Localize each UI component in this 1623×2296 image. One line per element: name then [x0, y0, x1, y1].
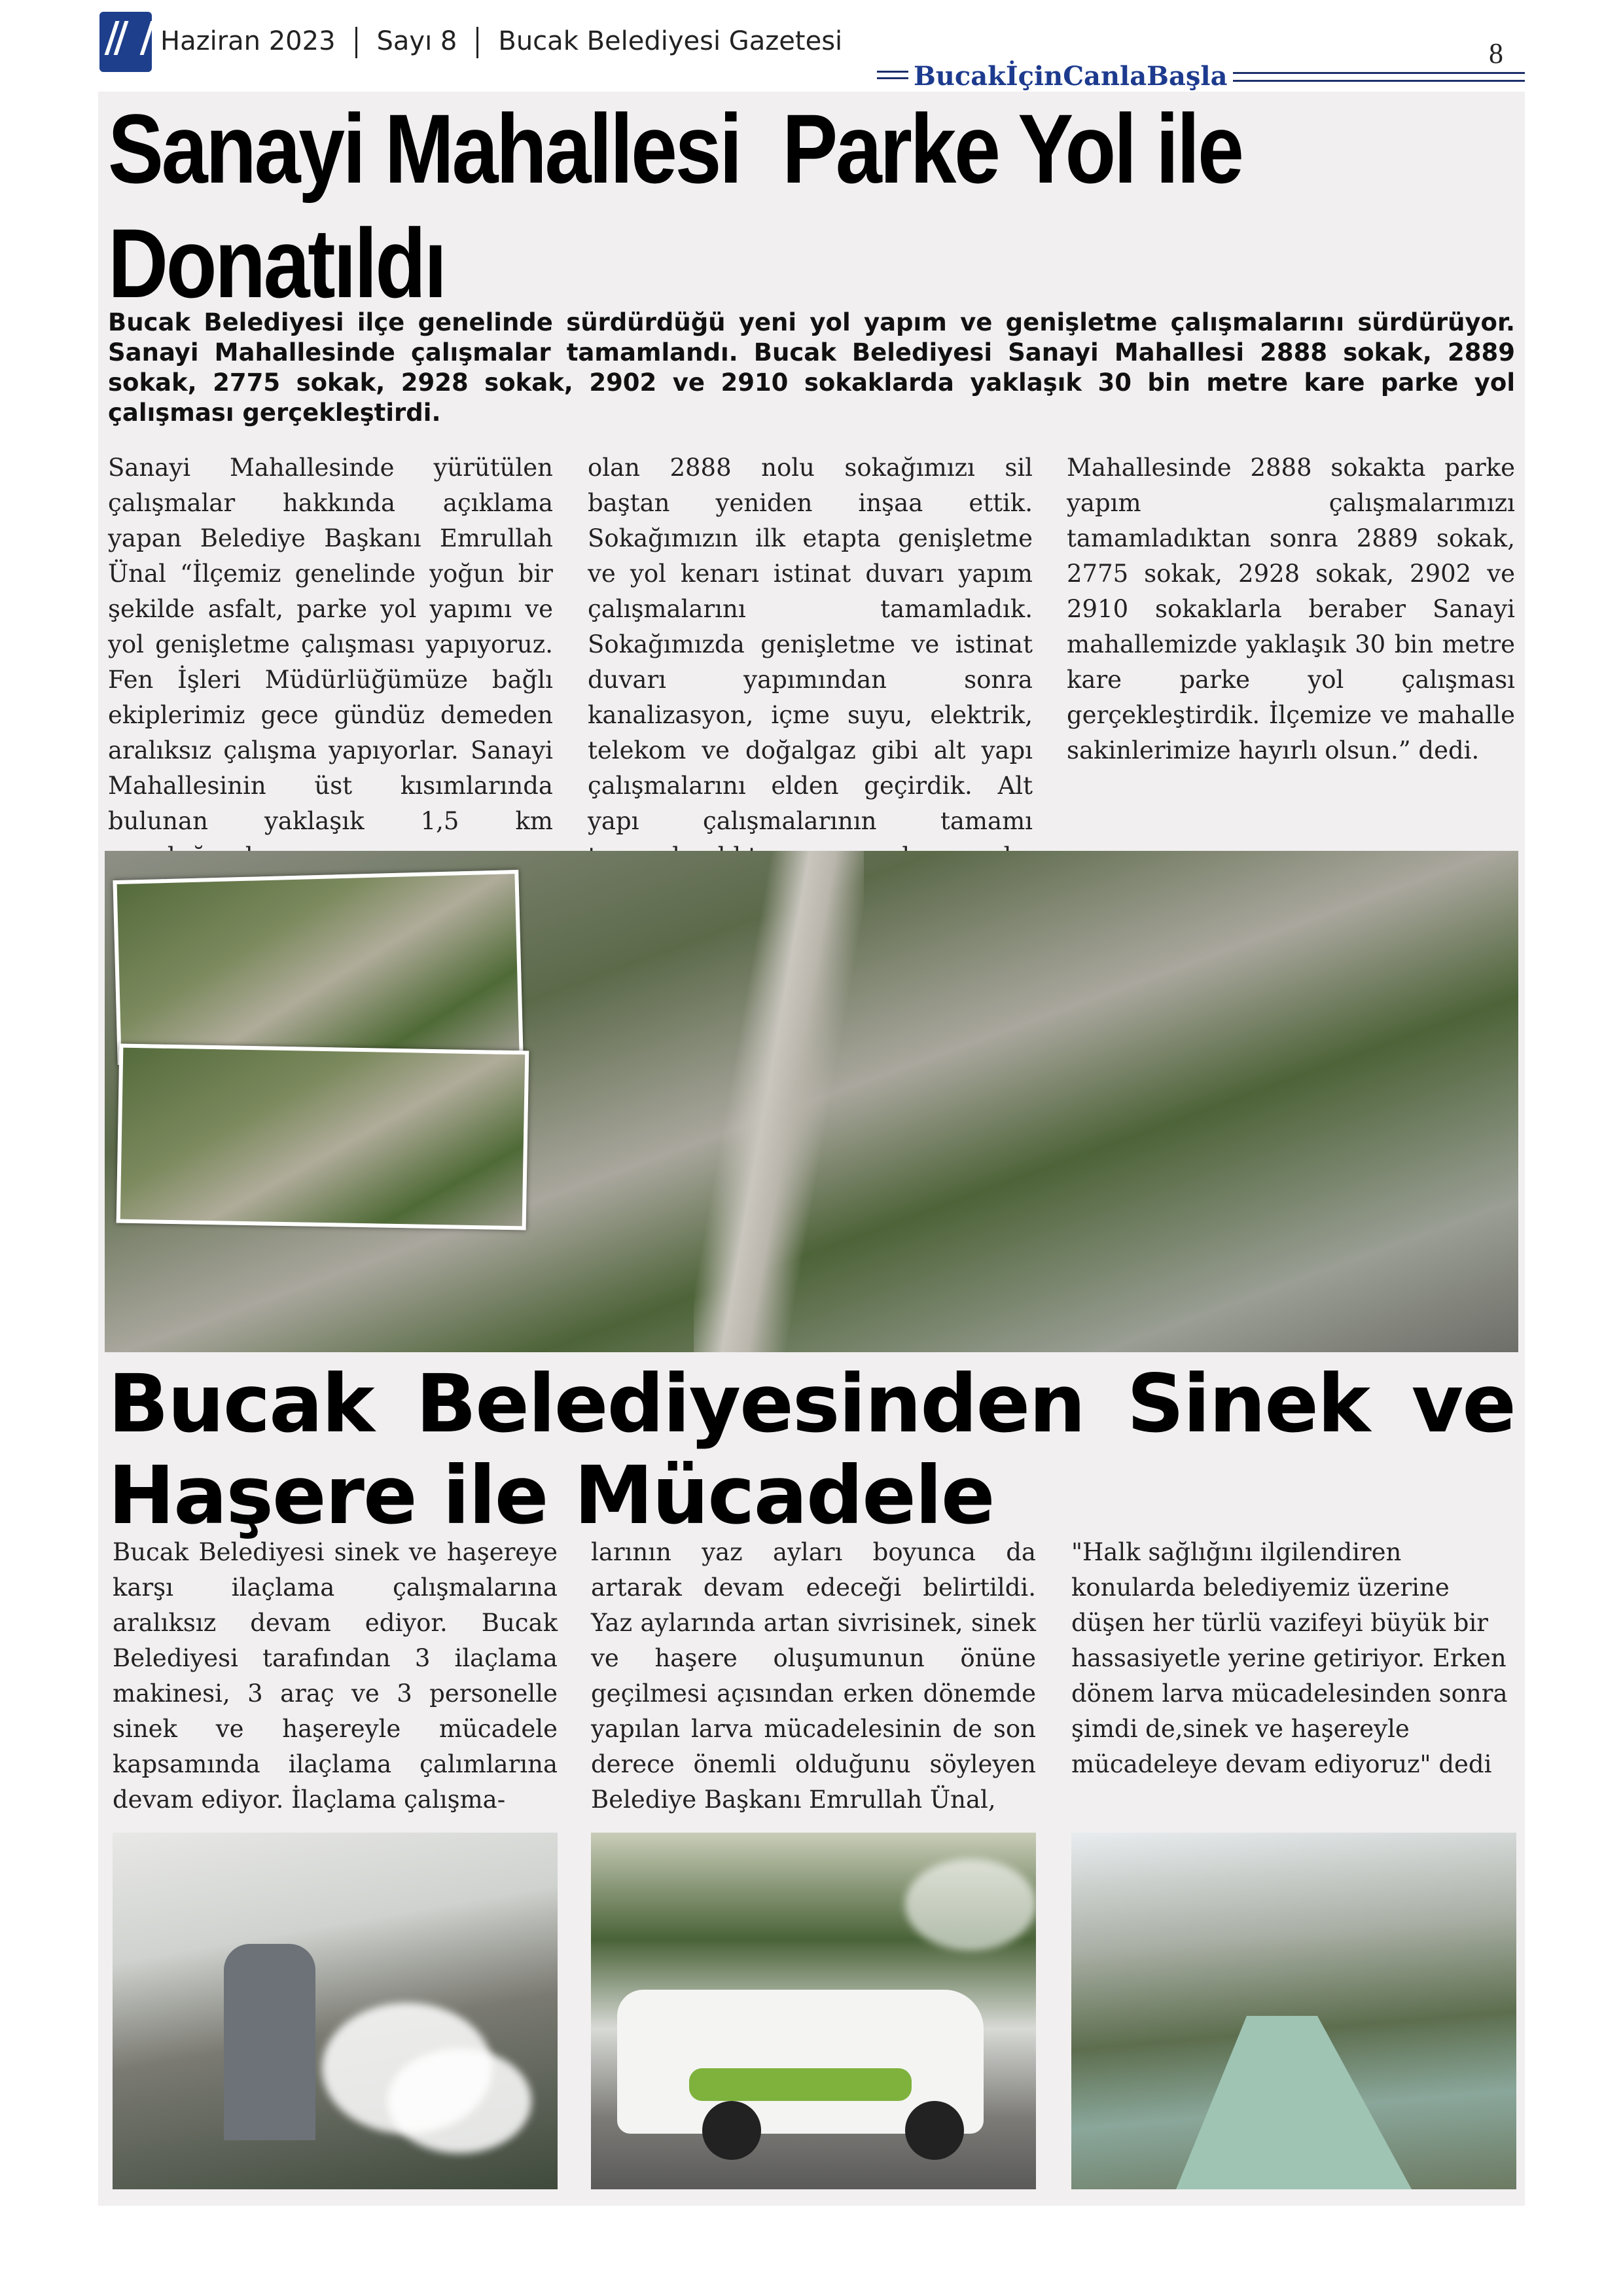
header-date: Haziran 2023 [160, 26, 336, 56]
municipality-logo [99, 12, 152, 72]
article1-column-1: Sanayi Mahallesinde yürütülen çalışmalar hakkında açıklama yapan Belediye Başkanı Emrullah Ünal “İlçemiz genelinde yoğun bir şekilde asfalt, parke yol yapımı ve yol genişletme çalışması yapıyoruz. Fen İşleri Müdürlüğümüze bağlı ekiplerimiz gece gündüz demeden aralıksız çalışma yapıyorlar. Sanayi Mahallesinin üst kısımlarında bulunan yaklaşık 1,5 km [108, 454, 553, 835]
header-divider [355, 27, 357, 58]
article2-title [108, 1358, 1515, 1541]
header-divider [476, 27, 478, 58]
article1-column-3: Mahallesinde 2888 sokakta parke yapım çalışmalarımızı tamamladıktan sonra 2889 sokak, 2775 sokak, 2928 sokak, 2902 ve 2910 sokaklarla beraber Sanayi mahallemizde yaklaşık 30 bin metre kare parke yol çalışması gerçekleştirdik. İlçemize ve mahalle sakinlerimize hayırlı olsun.” dedi. [1067, 454, 1515, 764]
canal-spraying-photo [1071, 1833, 1516, 2189]
page-number: 8 [1489, 37, 1503, 69]
article1-title-line2: Donatıldı [108, 208, 445, 318]
article2-title-line2: Haşere ile Mücadele [108, 1449, 994, 1542]
article1-title-line1: Sanayi Mahallesi Parke Yol ile [108, 94, 1242, 204]
inset-aerial-photo-1 [113, 870, 523, 1065]
page-header [160, 26, 842, 58]
header-rule [1204, 80, 1525, 82]
article1-column-2: olan 2888 nolu sokağımızı sil baştan yeniden inşaa ettik. Sokağımızın ilk etapta genişletme ve yol kenarı istinat duvarı yapım çalışmalarını tamamladık. Sokağımızda genişletme ve istinat duvarı yapımından sonra kanalizasyon, içme suyu, elektrik, telekom ve doğalgaz gibi alt yapı çalışmalarını elden geçirdik. Alt yapı çalışmalarının tamamı [588, 454, 1033, 835]
inset-aerial-photo-2 [116, 1044, 529, 1230]
article2-title-line1: Bucak Belediyesinden Sinek ve [108, 1357, 1515, 1450]
header-issue: Sayı 8 [376, 26, 457, 56]
article2-column-2: larının yaz ayları boyunca da artarak devam edeceği belirtildi. Yaz aylarında artan sivrisinek, sinek ve haşere oluşumunun önüne geçilmesi açısından erken dönemde yapılan larva mücadelesinin de son derece önemli olduğunu söyleyen Belediye Başkanı Emrullah Ünal, [591, 1538, 1036, 1814]
fogging-worker-photo [113, 1833, 558, 2189]
slogan: BucakİçinCanlaBaşla [908, 61, 1233, 92]
article2-column-1: Bucak Belediyesi sinek ve haşereye karşı ilaçlama çalışmalarına aralıksız devam ediyor. Bucak Belediyesi tarafından 3 ilaçlama makinesi, 3 araç ve 3 personelle sinek ve haşereyle mücadele kapsamında ilaçlama çalımlarına devam ediyor. İlaçlama çalışma- [113, 1538, 558, 1814]
article1-lede: Bucak Belediyesi ilçe genelinde sürdürdüğü yeni yol yapım ve genişletme çalışmalarını sürdürüyor. Sanayi Mahallesinde çalışmalar tamamlandı. Bucak Belediyesi Sanayi Mahallesi 2888 sokak, 2889 sokak, 2775 sokak, 2928 sokak, 2902 ve 2910 sokaklarda yaklaşık 30 bin metre kare parke yol çalışması gerçekleştirdi. [108, 308, 1515, 427]
article1-title [108, 92, 1304, 321]
article2-column-3: "Halk sağlığını ilgilendiren konularda belediyemiz üzerine düşen her türlü vazifeyi büyük bir hassasiyetle yerine getiriyor. Erken dönem larva mücadelesinden sonra şimdi de,sinek ve haşereyle mücadeleye devam ediyoruz" dedi [1071, 1538, 1508, 1778]
header-publication: Bucak Belediyesi Gazetesi [498, 26, 843, 56]
header-rule [1204, 72, 1525, 74]
spraying-truck-photo [591, 1833, 1036, 2189]
